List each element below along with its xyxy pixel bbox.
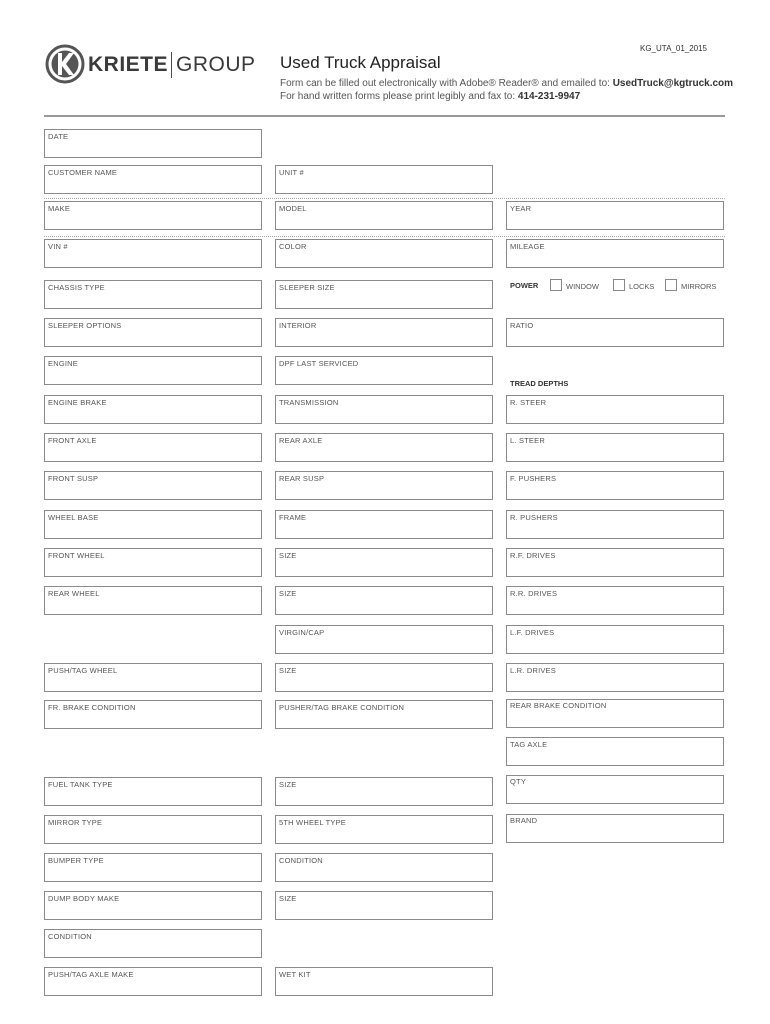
field-label: FRONT WHEEL: [48, 551, 105, 560]
form-code: KG_UTA_01_2015: [640, 44, 708, 53]
date-field[interactable]: [44, 129, 262, 158]
push-tag-wheel-size-field[interactable]: [275, 663, 493, 692]
interior-field[interactable]: [275, 318, 493, 347]
rear-wheel-size-field[interactable]: [275, 586, 493, 615]
header-rule: [44, 115, 725, 117]
field-label: DPF LAST SERVICED: [279, 359, 359, 368]
condition-field[interactable]: [44, 929, 262, 958]
rear-susp-field[interactable]: [275, 471, 493, 500]
field-label: R. PUSHERS: [510, 513, 558, 522]
field-label: L.F. DRIVES: [510, 628, 555, 637]
field-label: UNIT #: [279, 168, 304, 177]
sleeper-options-field[interactable]: [44, 318, 262, 347]
push-tag-wheel-field[interactable]: [44, 663, 262, 692]
customer-name-field[interactable]: [44, 165, 262, 194]
fax-instructions: [280, 91, 580, 102]
field-label: COLOR: [279, 242, 307, 251]
power-locks-label: LOCKS: [629, 282, 655, 291]
l-steer-field[interactable]: [506, 433, 724, 462]
fuel-tank-type-field[interactable]: [44, 777, 262, 806]
field-label: FRONT SUSP: [48, 474, 99, 483]
field-label: FRONT AXLE: [48, 436, 97, 445]
brand-field[interactable]: [506, 814, 724, 843]
sleeper-size-field[interactable]: [275, 280, 493, 309]
field-label: PUSH/TAG AXLE MAKE: [48, 970, 134, 979]
field-label: SLEEPER SIZE: [279, 283, 335, 292]
field-label: DUMP BODY MAKE: [48, 894, 120, 903]
power-label: POWER: [510, 281, 539, 290]
fuel-tank-size-field[interactable]: [275, 777, 493, 806]
field-label: F. PUSHERS: [510, 474, 557, 483]
field-label: CONDITION: [48, 932, 92, 941]
field-label: PUSH/TAG WHEEL: [48, 666, 118, 675]
rear-brake-condition-field[interactable]: [506, 699, 724, 728]
lr-drives-field[interactable]: [506, 663, 724, 692]
field-label: L.R. DRIVES: [510, 666, 556, 675]
bumper-condition-field[interactable]: [275, 853, 493, 882]
k-emblem-icon: [45, 44, 85, 84]
fax-instructions-text: For hand written forms please print legibly and fax to:: [280, 91, 516, 102]
rr-drives-field[interactable]: [506, 586, 724, 615]
frame-field[interactable]: [275, 510, 493, 539]
field-label: R. STEER: [510, 398, 547, 407]
chassis-type-field[interactable]: [44, 280, 262, 309]
front-axle-field[interactable]: [44, 433, 262, 462]
rear-wheel-field[interactable]: [44, 586, 262, 615]
field-label: FUEL TANK TYPE: [48, 780, 113, 789]
field-label: TRANSMISSION: [279, 398, 339, 407]
field-label: REAR SUSP: [279, 474, 325, 483]
qty-field[interactable]: [506, 775, 724, 804]
field-label: YEAR: [510, 204, 532, 213]
r-steer-field[interactable]: [506, 395, 724, 424]
rf-drives-field[interactable]: [506, 548, 724, 577]
lf-drives-field[interactable]: [506, 625, 724, 654]
field-label: SIZE: [279, 589, 297, 598]
front-susp-field[interactable]: [44, 471, 262, 500]
field-label: QTY: [510, 777, 527, 786]
model-field[interactable]: [275, 201, 493, 230]
field-label: R.F. DRIVES: [510, 551, 556, 560]
vin-field[interactable]: [44, 239, 262, 268]
color-field[interactable]: [275, 239, 493, 268]
field-label: SIZE: [279, 666, 297, 675]
field-label: PUSHER/TAG BRAKE CONDITION: [279, 703, 405, 712]
mileage-field[interactable]: [506, 239, 724, 268]
form-title: Used Truck Appraisal: [280, 53, 441, 72]
field-label: WHEEL BASE: [48, 513, 99, 522]
kriete-group-logo: [45, 44, 256, 88]
dump-body-make-field[interactable]: [44, 891, 262, 920]
power-mirrors-checkbox[interactable]: [665, 279, 677, 291]
push-tag-axle-make-field[interactable]: [44, 967, 262, 996]
tread-depths-heading: TREAD DEPTHS: [510, 379, 569, 388]
wheel-base-field[interactable]: [44, 510, 262, 539]
field-label: MILEAGE: [510, 242, 545, 251]
f-pushers-field[interactable]: [506, 471, 724, 500]
field-label: WET KIT: [279, 970, 311, 979]
field-label: DATE: [48, 132, 69, 141]
field-label: CUSTOMER NAME: [48, 168, 118, 177]
fax-number: 414-231-9947: [517, 91, 581, 102]
power-window-checkbox[interactable]: [550, 279, 562, 291]
wet-kit-field[interactable]: [275, 967, 493, 996]
field-label: INTERIOR: [279, 321, 317, 330]
field-label: L. STEER: [510, 436, 545, 445]
field-label: SIZE: [279, 780, 297, 789]
virgin-cap-field[interactable]: [275, 625, 493, 654]
email-address[interactable]: UsedTruck@kgtruck.com: [612, 78, 734, 89]
field-label: CHASSIS TYPE: [48, 283, 105, 292]
email-instructions-text: Form can be filled out electronically with Adobe® Reader® and emailed to:: [280, 78, 610, 89]
field-label: FR. BRAKE CONDITION: [48, 703, 136, 712]
front-wheel-size-field[interactable]: [275, 548, 493, 577]
front-wheel-field[interactable]: [44, 548, 262, 577]
power-locks-checkbox[interactable]: [613, 279, 625, 291]
logo-divider: [171, 52, 172, 78]
field-label: TAG AXLE: [510, 740, 548, 749]
field-label: CONDITION: [279, 856, 323, 865]
field-label: FRAME: [279, 513, 307, 522]
unit-number-field[interactable]: [275, 165, 493, 194]
transmission-field[interactable]: [275, 395, 493, 424]
field-label: VIRGIN/CAP: [279, 628, 325, 637]
fr-brake-condition-field[interactable]: [44, 700, 262, 729]
field-label: BRAND: [510, 816, 538, 825]
dpf-last-serviced-field[interactable]: [275, 356, 493, 385]
logo-brand-text: KRIETE: [88, 53, 169, 76]
field-label: SLEEPER OPTIONS: [48, 321, 122, 330]
make-field[interactable]: [44, 201, 262, 230]
field-label: 5TH WHEEL TYPE: [279, 818, 346, 827]
r-pushers-field[interactable]: [506, 510, 724, 539]
field-label: ENGINE BRAKE: [48, 398, 107, 407]
ratio-field[interactable]: [506, 318, 724, 347]
logo-group-text: GROUP: [176, 53, 256, 76]
field-label: R.R. DRIVES: [510, 589, 558, 598]
pusher-tag-brake-condition-field[interactable]: [275, 700, 493, 729]
field-label: REAR BRAKE CONDITION: [510, 701, 607, 710]
field-label: BUMPER TYPE: [48, 856, 104, 865]
engine-brake-field[interactable]: [44, 395, 262, 424]
year-field[interactable]: [506, 201, 724, 230]
email-instructions: [280, 78, 733, 89]
dump-body-size-field[interactable]: [275, 891, 493, 920]
tag-axle-field[interactable]: [506, 737, 724, 766]
row-separator: [44, 236, 725, 237]
engine-field[interactable]: [44, 356, 262, 385]
row-separator: [44, 198, 725, 199]
power-mirrors-label: MIRRORS: [681, 282, 717, 291]
field-label: MIRROR TYPE: [48, 818, 103, 827]
mirror-type-field[interactable]: [44, 815, 262, 844]
power-window-label: WINDOW: [566, 282, 599, 291]
field-label: REAR AXLE: [279, 436, 323, 445]
field-label: SIZE: [279, 551, 297, 560]
rear-axle-field[interactable]: [275, 433, 493, 462]
field-label: VIN #: [48, 242, 68, 251]
field-label: ENGINE: [48, 359, 78, 368]
field-label: REAR WHEEL: [48, 589, 100, 598]
field-label: MAKE: [48, 204, 71, 213]
bumper-type-field[interactable]: [44, 853, 262, 882]
field-label: RATIO: [510, 321, 534, 330]
field-label: SIZE: [279, 894, 297, 903]
field-label: MODEL: [279, 204, 307, 213]
fifth-wheel-type-field[interactable]: [275, 815, 493, 844]
